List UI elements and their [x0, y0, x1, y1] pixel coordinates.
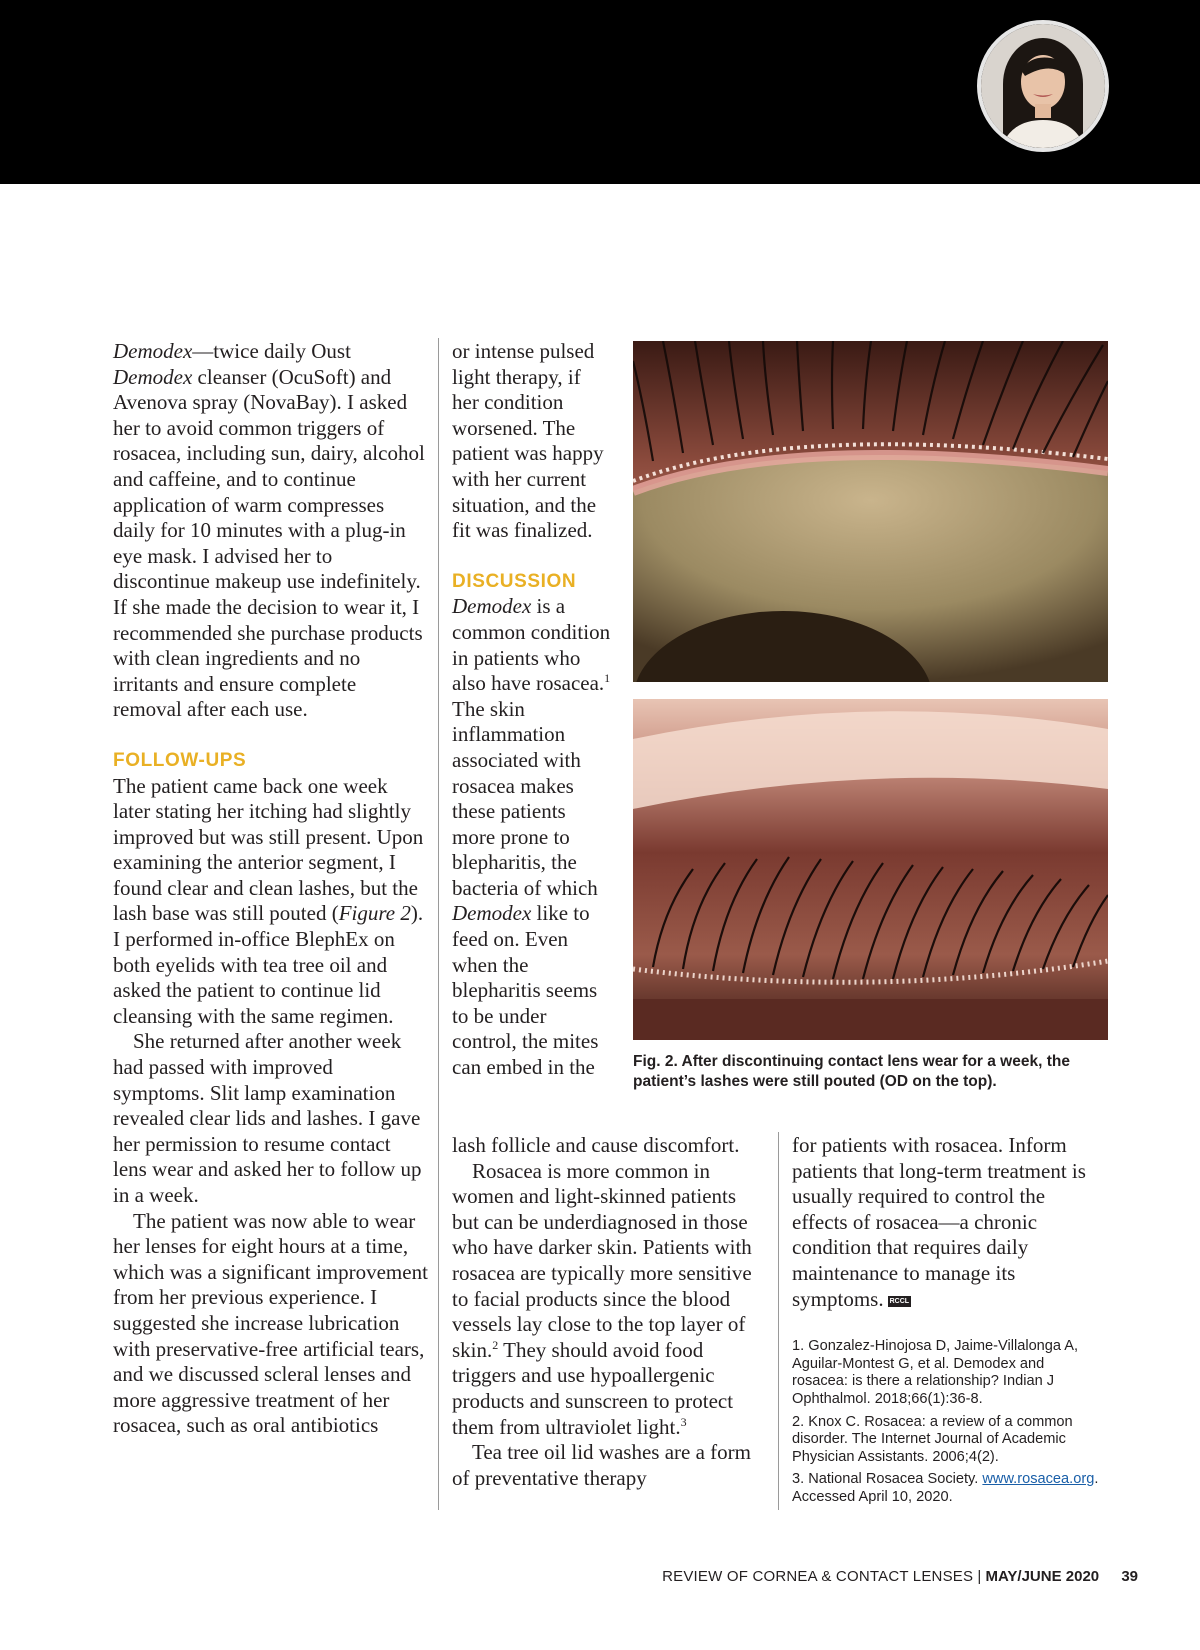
eyelid-os-image: [633, 699, 1108, 1040]
text-run: They should avoid food triggers and use hypoallergenic products and sunscreen to protect them from ultraviolet light.: [452, 1337, 734, 1439]
reference-item: [792, 1471, 1102, 1506]
section-heading-followups: FOLLOW-UPS: [113, 749, 247, 771]
discussion-paragraph-3: Tea tree oil lid washes are a form of preventative therapy: [452, 1440, 751, 1490]
figure-2-top-image: [633, 341, 1108, 682]
discussion-paragraph-1: [452, 594, 612, 1080]
references-list: [792, 1338, 1102, 1506]
section-heading-discussion: DISCUSSION: [452, 570, 577, 592]
conclusion-paragraph: [792, 1133, 1102, 1312]
treatment-paragraph: [113, 339, 428, 723]
article-column-2: [452, 339, 612, 1081]
italic-term: Demodex: [452, 901, 532, 926]
discussion-paragraph-2: [452, 1159, 767, 1441]
text-run: is a common condition in patients who also have rosacea.: [452, 594, 611, 696]
citation-superscript: 2: [492, 1337, 499, 1352]
end-mark-badge: RCCL: [889, 1297, 910, 1305]
page-number: 39: [1121, 1568, 1138, 1585]
text-run: The skin inflammation associated with rosacea makes these patients more prone to blepharitis, the bacteria of which: [452, 696, 598, 900]
text-run: Rosacea is more common in women and light-skinned patients but can be underdiagnosed in those who have darker skin. Patients with rosacea are typically more sensitive to facial products since the blood vessels lay close to the top layer of skin.: [452, 1158, 752, 1362]
text-run: The patient came back one week later stating her itching had slightly improved but was still present. Upon examining the anterior segment, I found clear and clean lashes, but the lash base was still pouted (: [113, 773, 424, 926]
followup-paragraph-1: [113, 774, 428, 1030]
followup-paragraph-3: The patient was now able to wear her lenses for eight hours at a time, which was a significant improvement from her previous experience. I suggested she increase lubrication with preservative-free artificial tears, and we discussed scleral lenses and more aggressive treatment of her rosacea, such as oral antibiotics: [113, 1208, 428, 1438]
text-run: . Accessed April 10, 2020.: [792, 1471, 1099, 1505]
discussion-paragraph-1-end: lash follicle and cause discomfort.: [452, 1133, 740, 1157]
figure-caption: Fig. 2. After discontinuing contact lens wear for a week, the patient’s lashes were still pouted (OD on the top).: [633, 1053, 1070, 1090]
article-column-3: [792, 1133, 1102, 1512]
reference-item: 2. Knox C. Rosacea: a review of a common disorder. The Internet Journal of Academic Physician Assistants. 2006;4(2).: [792, 1413, 1073, 1465]
author-portrait-image: [981, 24, 1105, 148]
text-run: like to feed on. Even when the blepharitis seems to be under control, the mites can embed in the: [452, 901, 599, 1080]
magazine-name: REVIEW OF CORNEA & CONTACT LENSES: [662, 1568, 974, 1585]
citation-superscript: 3: [680, 1414, 687, 1429]
article-column-1: [113, 339, 428, 1439]
rosacea-org-link[interactable]: www.rosacea.org: [982, 1471, 1095, 1488]
followup-paragraph-2: She returned after another week had passed with improved symptoms. Slit lamp examination revealed clear lids and lashes. I gave her permission to resume contact lens wear and asked her to follow up in a week.: [113, 1029, 422, 1207]
author-photo: [977, 20, 1109, 152]
column-divider-1: [438, 338, 439, 1510]
italic-term: Demodex: [113, 364, 193, 389]
text-run: ). I performed in-office BlephEx on both eyelids with tea tree oil and asked the patient to continue lid cleansing with the same regimen.: [113, 901, 424, 1028]
continuation-paragraph: or intense pulsed light therapy, if her condition worsened. The patient was happy with her current situation, and the fit was finalized.: [452, 339, 604, 543]
reference-item: 1. Gonzalez-Hinojosa D, Jaime-Villalonga A, Aguilar-Montest G, et al. Demodex and rosacea: is there a relationship? Indian J Ophthalmol. 2018;66(1):36-8.: [792, 1338, 1079, 1407]
figure-reference: Figure 2: [338, 901, 411, 926]
eyelid-od-image: [633, 341, 1108, 682]
text-run: cleanser (OcuSoft) and Avenova spray (NovaBay). I asked her to avoid common triggers of rosacea, including sun, dairy, alcohol and caffeine, and to continue application of warm compresses daily for 10 minutes with a plug-in eye mask. I advised her to discontinue makeup use indefinitely. If she made the decision to wear it, I recommended she purchase products with clean ingredients and no irritants and ensure complete removal after each use.: [113, 364, 425, 722]
column-divider-2: [778, 1132, 779, 1510]
issue-date: MAY/JUNE 2020: [985, 1568, 1100, 1585]
text-run: for patients with rosacea. Inform patients that long-term treatment is usually required to control the effects of rosacea—a chronic condition that requires daily maintenance to manage its symptoms.: [792, 1133, 1086, 1311]
italic-term: Demodex: [452, 594, 532, 619]
italic-term: Demodex: [113, 339, 193, 363]
figure-2-bottom-image: [633, 699, 1108, 1040]
footer-separator: |: [977, 1568, 982, 1585]
text-run: 3. National Rosacea Society.: [792, 1471, 983, 1488]
text-run: —twice daily Oust: [192, 339, 351, 363]
article-column-2-lower: [452, 1133, 767, 1491]
page-footer: [662, 1568, 1138, 1585]
citation-superscript: 1: [604, 671, 611, 686]
